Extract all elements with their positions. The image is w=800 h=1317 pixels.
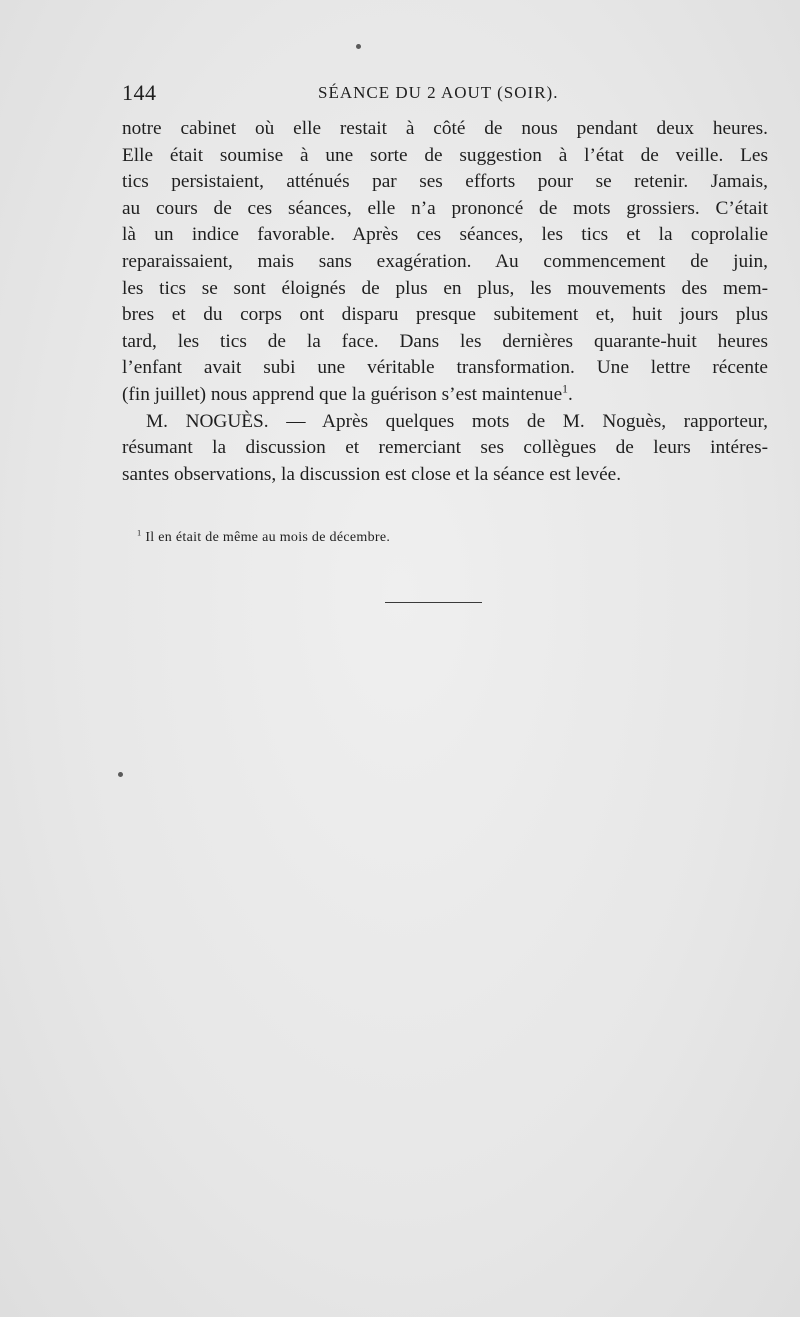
text-line: tics persistaient, atténués par ses efforts pour se retenir. Jamais, bbox=[122, 171, 768, 193]
ink-speck bbox=[118, 772, 123, 777]
speech-line: résumant la discussion et remerciant ses collègues de leurs intéres- bbox=[122, 437, 768, 459]
speech-line: santes observations, la discussion est close et la séance est levée. bbox=[122, 463, 622, 485]
text-line bbox=[122, 382, 768, 409]
text-line: reparaissaient, mais sans exagération. Au commencement de juin, bbox=[122, 250, 768, 272]
section-end-rule bbox=[385, 602, 482, 603]
page-header bbox=[122, 80, 676, 110]
text-line: Elle était soumise à une sorte de suggestion à l’état de veille. Les bbox=[122, 144, 768, 166]
footnote-reference: 1 bbox=[562, 382, 568, 396]
page-number: 144 bbox=[122, 80, 157, 105]
text-line: les tics se sont éloignés de plus en plus, les mouvements des mem- bbox=[122, 277, 768, 299]
ink-speck bbox=[356, 44, 361, 49]
speech-line: M. NOGUÈS. — Après quelques mots de M. Noguès, rapporteur, bbox=[146, 410, 768, 432]
footnote-text: Il en était de même au mois de décembre. bbox=[145, 530, 391, 545]
running-head: SÉANCE DU 2 AOUT (SOIR). bbox=[318, 83, 559, 102]
text-line: notre cabinet où elle restait à côté de nous pendant deux heures. bbox=[122, 118, 768, 139]
text-line: là un indice favorable. Après ces séances, les tics et la coprolalie bbox=[122, 224, 768, 246]
text-line: tard, les tics de la face. Dans les dernières quarante-huit heures bbox=[122, 330, 768, 352]
text-line: l’enfant avait subi une véritable transformation. Une lettre récente bbox=[122, 357, 768, 379]
text-line: au cours de ces séances, elle n’a prononcé de mots grossiers. C’était bbox=[122, 197, 768, 219]
body-text bbox=[122, 116, 768, 488]
closing-punctuation: . bbox=[567, 383, 573, 405]
footnote-marker: 1 bbox=[137, 528, 142, 538]
text-line-content: (fin juillet) nous apprend que la guérison s’est maintenue bbox=[122, 383, 563, 405]
text-line: bres et du corps ont disparu presque subitement et, huit jours plus bbox=[122, 304, 768, 326]
footnote bbox=[137, 530, 390, 546]
